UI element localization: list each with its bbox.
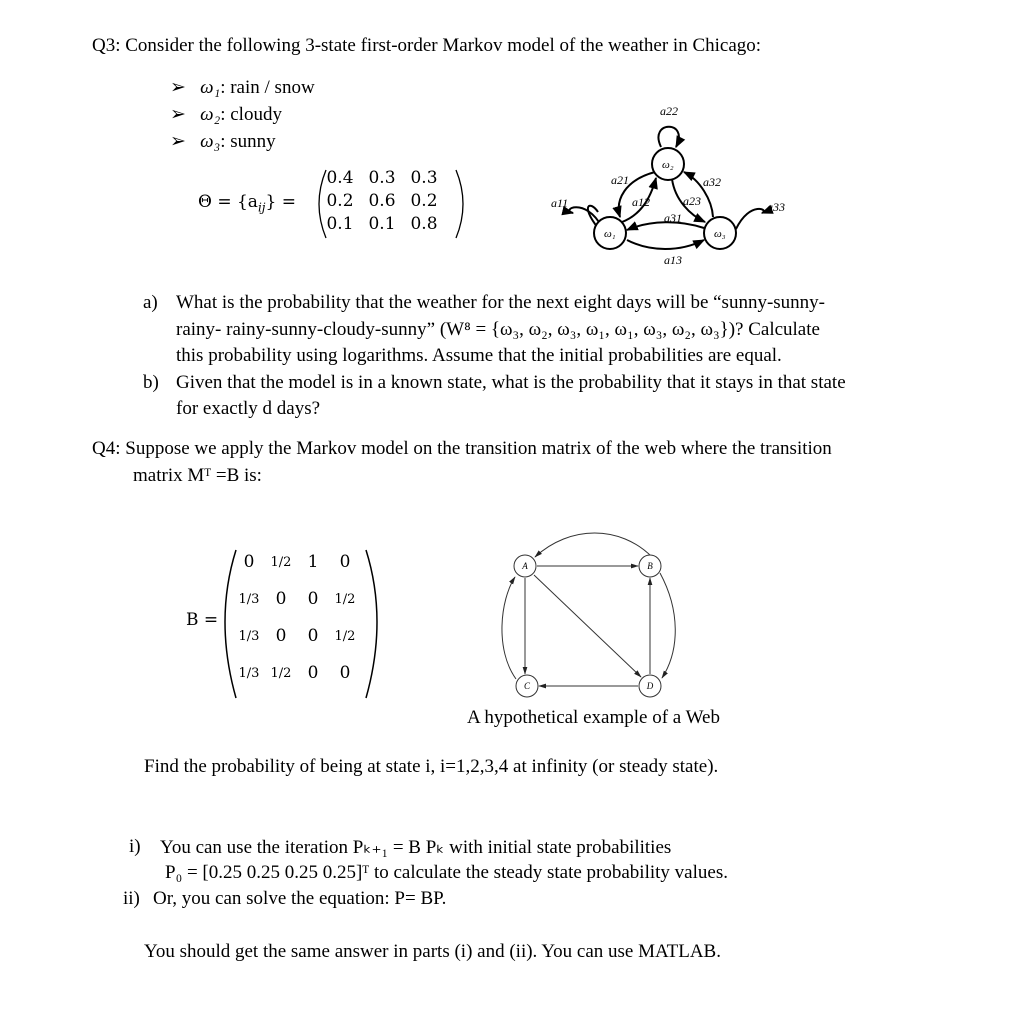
part-i-line-1: You can use the iteration Pₖ₊₁ = B Pₖ with initial state probabilities [160, 837, 672, 858]
matrix-cell: 0 [307, 663, 319, 683]
state-symbol: ω₃ [200, 131, 221, 152]
b-paren-left [225, 550, 236, 698]
closing-text: You should get the same answer in parts (i) and (ii). You can use MATLAB. [144, 941, 721, 962]
matrix-cell: 0 [243, 552, 255, 572]
state-label: : rain / snow [220, 77, 315, 98]
label-a32: a32 [703, 175, 721, 189]
matrix-fraction: 1/2 [270, 555, 292, 570]
part-a-label: a) [143, 292, 158, 313]
matrix-fraction: 1/2 [334, 629, 356, 644]
matrix-cell: 0 [275, 589, 287, 609]
node-label-a: A [522, 561, 528, 571]
edge-a13 [627, 240, 704, 249]
part-ii-label: ii) [123, 888, 140, 909]
matrix-fraction: 1/2 [334, 592, 356, 607]
theta-eq: } = [265, 192, 296, 212]
matrix-cell: 1 [307, 552, 319, 572]
matrix-cell: 0.4 [326, 168, 354, 188]
edge-a22 [658, 127, 678, 147]
state-symbol: ω₂ [200, 104, 221, 125]
web-graph [502, 533, 675, 697]
theta-sub: ij [257, 200, 266, 215]
bullet-icon: ➢ [170, 104, 186, 125]
label-a12: a12 [632, 195, 650, 209]
matrix-fraction: 1/2 [270, 666, 292, 681]
part-b-line-2: for exactly d days? [176, 398, 321, 419]
part-b-label: b) [143, 372, 159, 393]
q4-line-2: matrix Mᵀ =B is: [133, 465, 262, 486]
edge-b-d [660, 573, 675, 678]
matrix-cell: 0.1 [326, 214, 354, 234]
node-label-w3: ω₃ [714, 228, 726, 240]
label-a33: a33 [767, 200, 785, 214]
part-ii-line: Or, you can solve the equation: P= BP. [153, 888, 447, 909]
state-symbol: ω₁ [200, 77, 221, 98]
find-text: Find the probability of being at state i, i=1,2,3,4 at infinity (or steady state). [144, 756, 719, 777]
bullet-icon: ➢ [170, 77, 186, 98]
label-a11: a11 [551, 196, 569, 210]
node-label-d: D [646, 681, 654, 691]
matrix-fraction: 1/3 [238, 666, 260, 681]
bullet-icon: ➢ [170, 131, 186, 152]
matrix-cell: 0.8 [410, 214, 438, 234]
matrix-cell: 0.3 [410, 168, 438, 188]
part-a-line-3: this probability using logarithms. Assume that the initial probabilities are equal. [176, 345, 782, 366]
matrix-cell: 0.3 [368, 168, 396, 188]
paren-right [456, 170, 463, 238]
matrix-cell: 0 [339, 663, 351, 683]
graph-caption: A hypothetical example of a Web [467, 707, 720, 728]
matrix-cell: 0 [307, 626, 319, 646]
node-label-b: B [647, 561, 653, 571]
edge-a33 [736, 209, 764, 229]
edge-c-a [502, 577, 516, 679]
matrix-cell: 0.2 [410, 191, 438, 211]
label-a22: a22 [660, 104, 678, 118]
matrix-cell: 0.6 [368, 191, 396, 211]
matrix-fraction: 1/3 [238, 629, 260, 644]
label-a23: a23 [683, 194, 701, 208]
label-a13: a13 [664, 253, 682, 267]
theta-text: Θ = {a [198, 192, 258, 212]
matrix-cell: 0 [275, 626, 287, 646]
matrix-cell: 0 [307, 589, 319, 609]
edge-b-a [535, 533, 652, 557]
part-a-line-1: What is the probability that the weather for the next eight days will be “sunny-sunny- [176, 292, 825, 313]
part-i-line-2: P₀ = [0.25 0.25 0.25 0.25]ᵀ to calculate the steady state probability values. [165, 862, 728, 883]
matrix-cell: 0.1 [368, 214, 396, 234]
node-label-c: C [523, 681, 531, 691]
b-paren-right [366, 550, 377, 698]
label-a21: a21 [611, 173, 629, 187]
state-label: : cloudy [220, 104, 282, 125]
paren-left [319, 170, 326, 238]
markov-diagram [569, 127, 763, 249]
matrix-cell: 0 [339, 552, 351, 572]
part-b-line-1: Given that the model is in a known state, what is the probability that it stays in that state [176, 372, 846, 393]
label-a31: a31 [664, 211, 682, 225]
node-label-w2: ω₂ [662, 159, 674, 171]
node-label-w1: ω₁ [604, 228, 616, 240]
matrix-cell: 0.2 [326, 191, 354, 211]
edge-a-d [534, 575, 641, 677]
state-label: : sunny [220, 131, 276, 152]
part-a-line-2: rainy- rainy-sunny-cloudy-sunny” (W⁸ = {ω₃, ω₂, ω₃, ω₁, ω₁, ω₃, ω₂, ω₃})? Calculate [176, 319, 820, 340]
q4-line-1: Q4: Suppose we apply the Markov model on the transition matrix of the web where the transition [92, 438, 832, 459]
b-matrix-lhs: B = [186, 610, 219, 630]
matrix-fraction: 1/3 [238, 592, 260, 607]
part-i-label: i) [129, 836, 141, 857]
q3-title: Q3: Consider the following 3-state first-order Markov model of the weather in Chicago: [92, 35, 762, 56]
